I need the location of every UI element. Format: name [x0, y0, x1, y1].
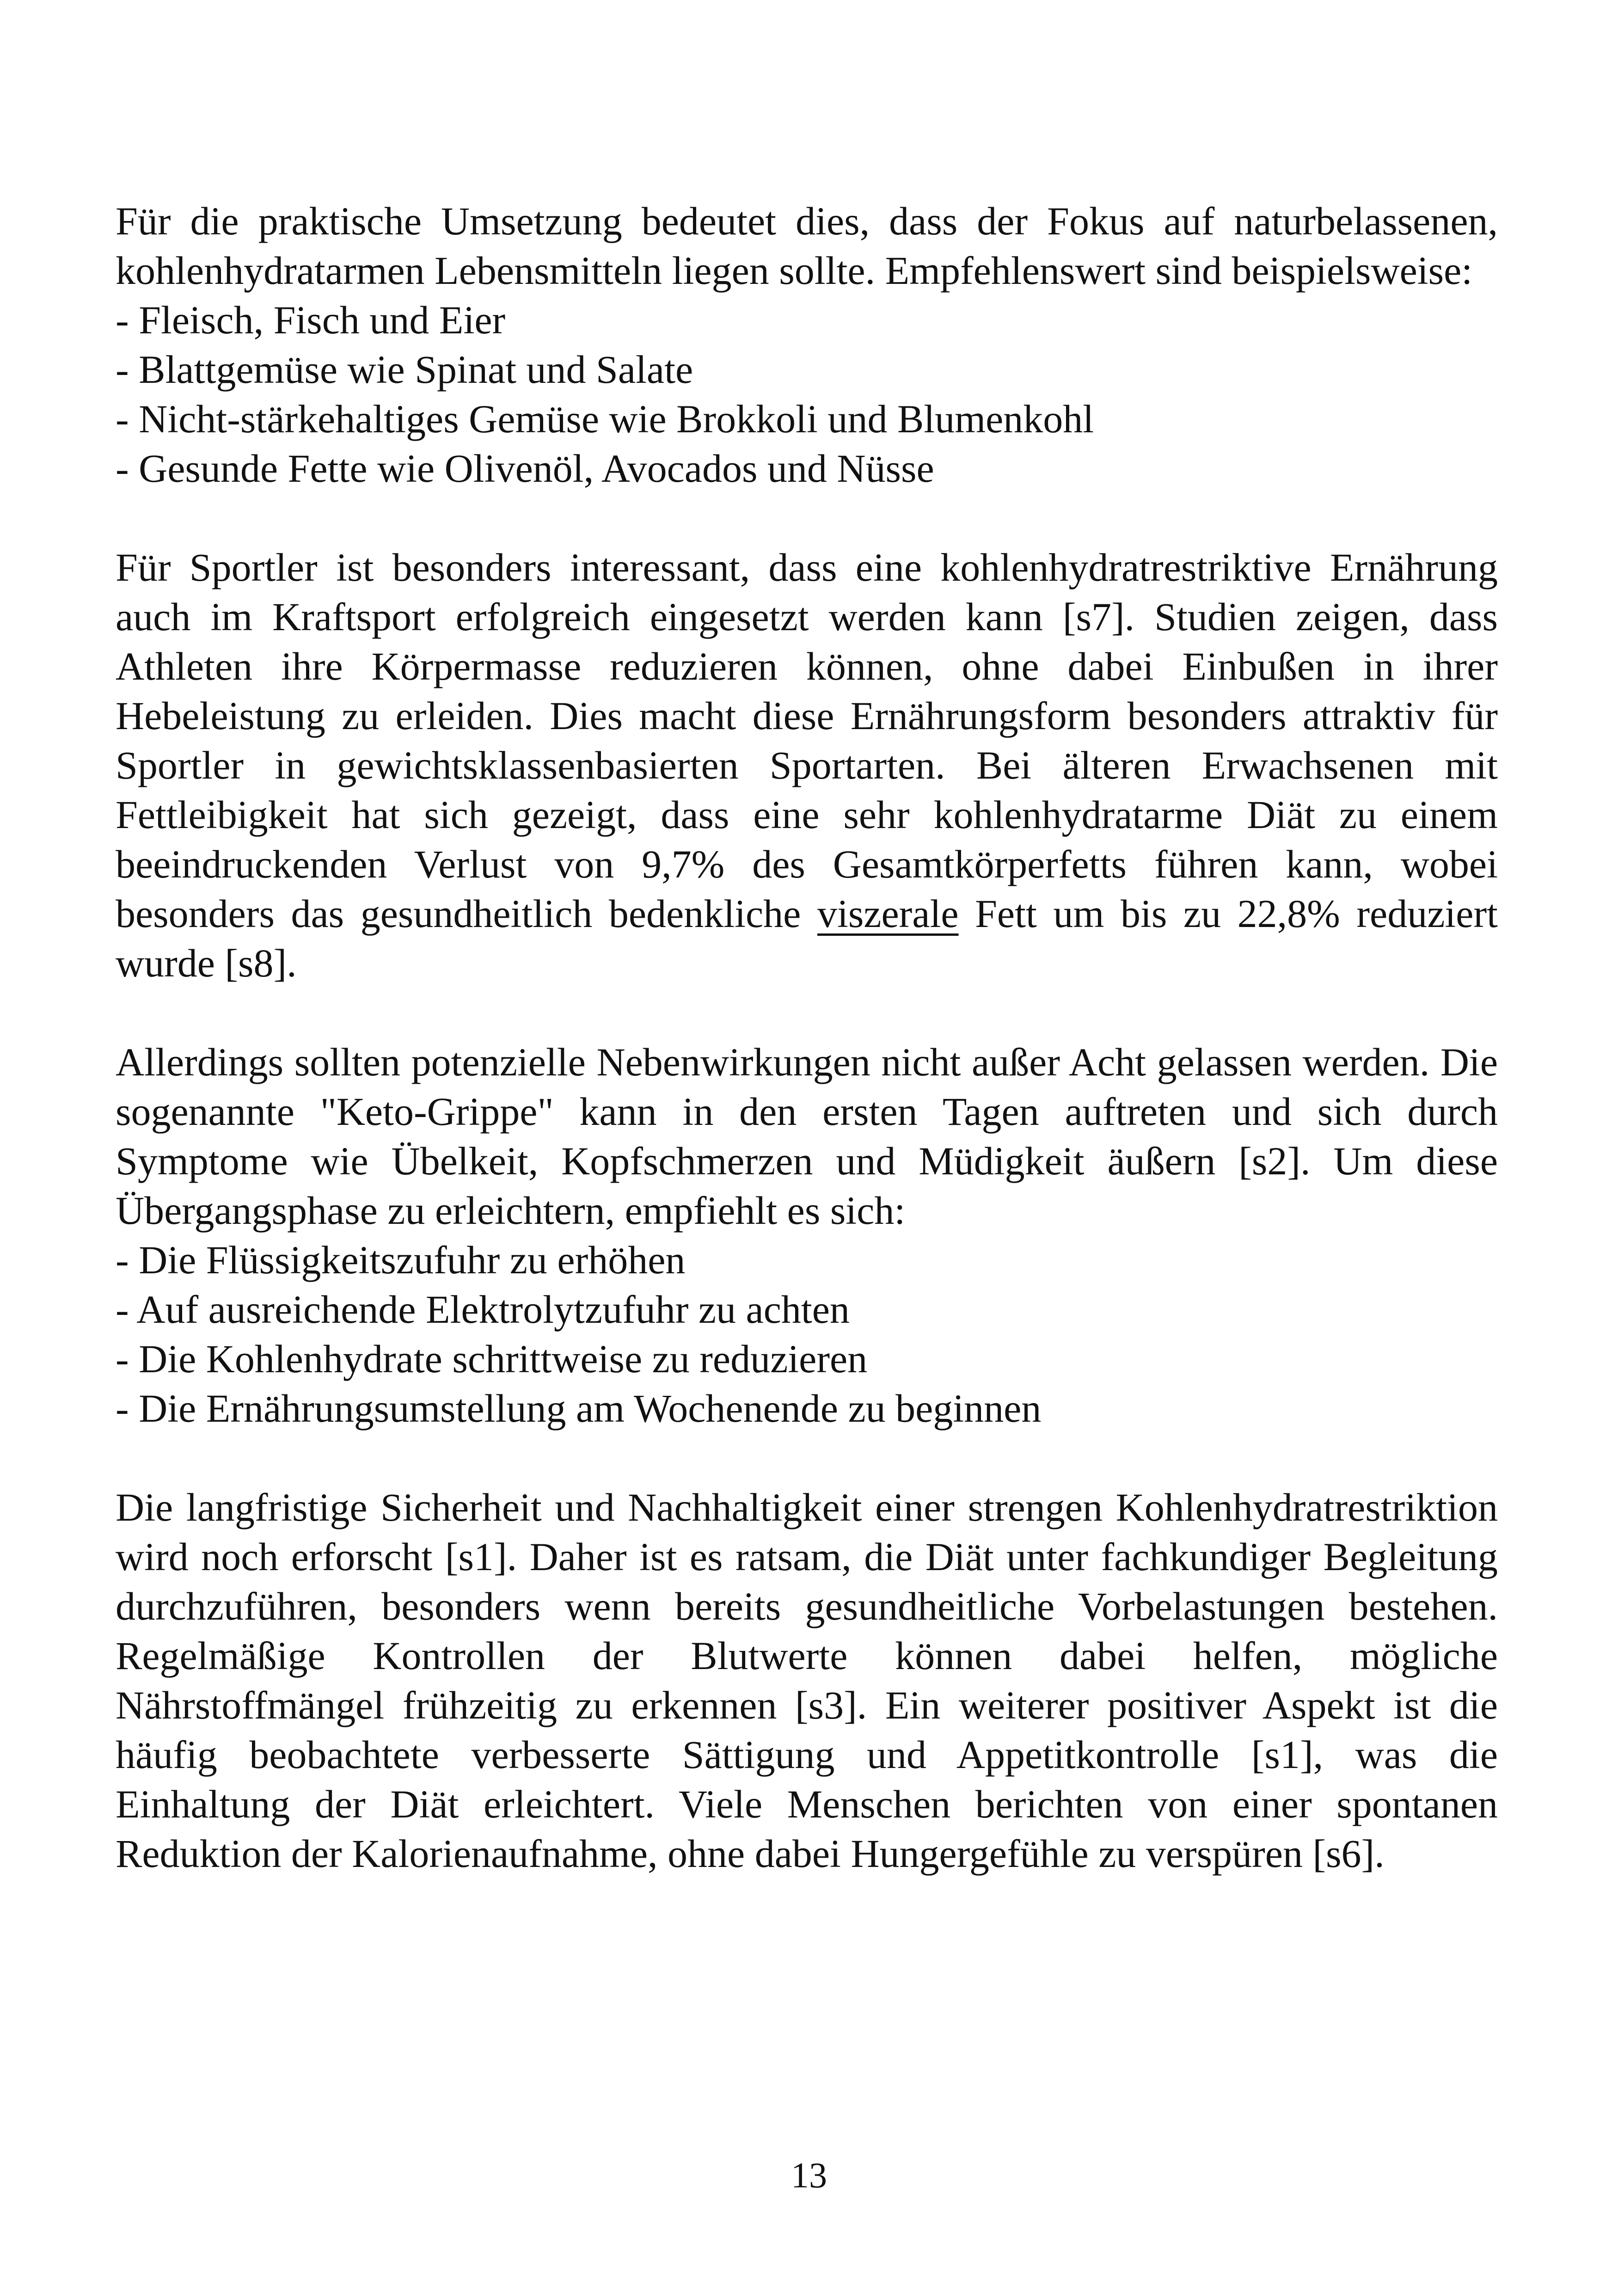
paragraph-text: Fett um bis zu 22,8% reduziert wurde [s8]. [116, 891, 1498, 985]
list-item: - Die Ernährungsumstellung am Wochenende zu beginnen [116, 1386, 1042, 1430]
paragraph-long-term-safety: Die langfristige Sicherheit und Nachhaltigkeit einer strengen Kohlenhydratrestriktion wird noch erforscht [s1]. Daher ist es ratsam, die Diät unter fachkundiger Begleitung durchzuführen, besonders wenn bereits gesundheitliche Vorbelastungen bestehen. Regelmäßige Kontrollen der Blutwerte können dabei helfen, mögliche Nährstoffmängel frühzeitig zu erkennen [s3]. Ein weiterer positiver Aspekt ist die häufig beobachtete verbesserte Sättigung und Appetitkontrolle [s1], was die Einhaltung der Diät erleichtert. Viele Menschen berichten von einer spontanen Reduktion der Kalorienaufnahme, ohne dabei Hungergefühle zu verspüren [s6]. [116, 1485, 1498, 1876]
paragraph-spacer [116, 493, 1498, 543]
list-recommended-foods [116, 295, 1498, 493]
list-item: - Blattgemüse wie Spinat und Salate [116, 347, 693, 392]
page-number: 13 [791, 2155, 827, 2195]
list-item: - Nicht-stärkehaltiges Gemüse wie Brokkoli und Blumenkohl [116, 397, 1094, 441]
list-item: - Die Flüssigkeitszufuhr zu erhöhen [116, 1238, 686, 1282]
list-item: - Die Kohlenhydrate schrittweise zu reduzieren [116, 1337, 868, 1381]
underlined-term: viszerale [817, 891, 959, 936]
paragraph-text: Für Sportler ist besonders interessant, dass eine kohlenhydratrestriktive Ernährung auch im Kraftsport erfolgreich eingesetzt werden kann [s7]. Studien zeigen, dass Athleten ihre Körpermasse reduzieren können, ohne dabei Einbußen in ihrer Hebeleistung zu erleiden. Dies macht diese Ernährungsform besonders attraktiv für Sportler in gewichtsklassenbasierten Sportarten. Bei älteren Erwachsenen mit Fettleibigkeit hat sich gezeigt, dass eine sehr kohlenhydratarme Diät zu einem beeindruckenden Verlust von 9,7% des Gesamtkörperfetts führen kann, wobei besonders das gesundheitlich bedenkliche [116, 545, 1498, 936]
paragraph-athletes [116, 543, 1498, 988]
paragraph-food-focus: Für die praktische Umsetzung bedeutet dies, dass der Fokus auf naturbelassenen, kohlenhydratarmen Lebensmitteln liegen sollte. Empfehlenswert sind beispielsweise: [116, 199, 1498, 293]
document-page [116, 196, 1498, 1879]
list-transition-tips [116, 1235, 1498, 1433]
paragraph-side-effects: Allerdings sollten potenzielle Nebenwirkungen nicht außer Acht gelassen werden. Die sogenannte "Keto-Grippe" kann in den ersten Tagen auftreten und sich durch Symptome wie Übelkeit, Kopfschmerzen und Müdigkeit äußern [s2]. Um diese Übergangsphase zu erleichtern, empfiehlt es sich: [116, 1040, 1498, 1233]
list-item: - Auf ausreichende Elektrolytzufuhr zu achten [116, 1287, 850, 1332]
paragraph-spacer [116, 1433, 1498, 1483]
list-item: - Fleisch, Fisch und Eier [116, 298, 506, 342]
list-item: - Gesunde Fette wie Olivenöl, Avocados und Nüsse [116, 446, 934, 491]
paragraph-spacer [116, 988, 1498, 1037]
